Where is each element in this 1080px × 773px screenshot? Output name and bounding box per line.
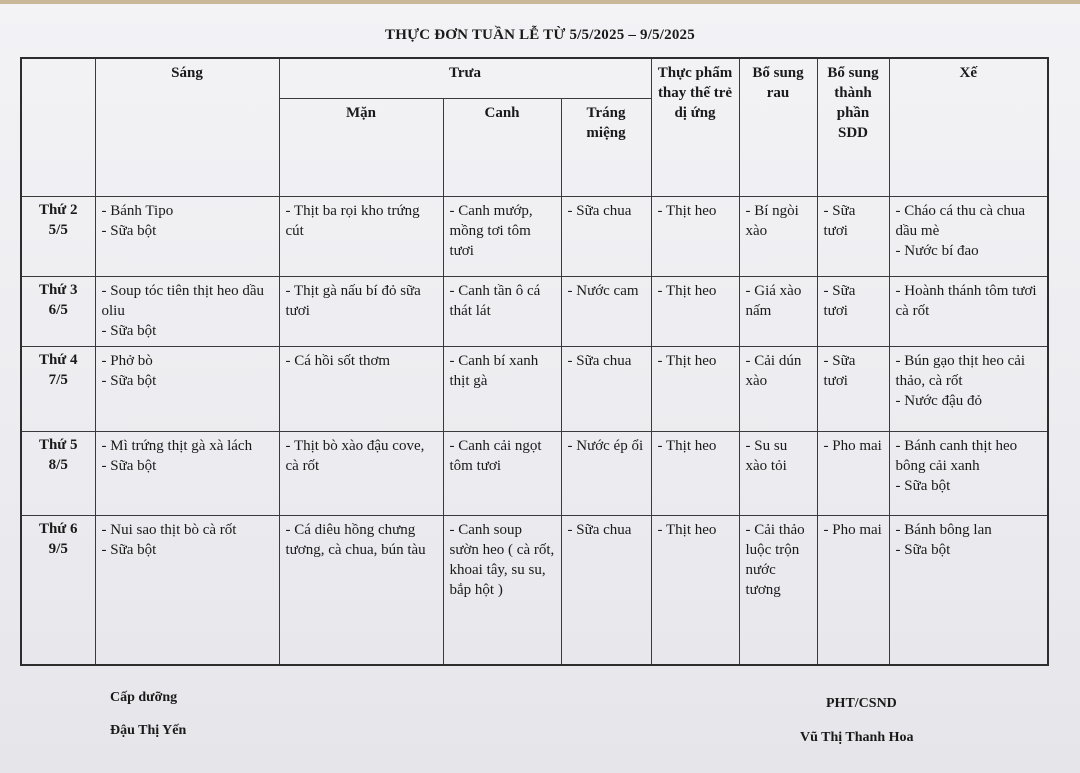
menu-item: - Cháo cá thu cà chua dầu mè [895,202,1026,239]
cell-sang [95,196,279,276]
cell-day [21,277,95,347]
header-bo-sung-rau: Bổ sung rau [739,58,817,196]
menu-item: - Sữa tươi [823,202,856,239]
menu-item: - Giá xào nấm [745,283,802,320]
day-name: Thứ 4 [38,352,78,369]
cell-canh [443,515,561,665]
menu-item: - Sữa bột [101,457,157,474]
menu-item: - Nước ép ổi [567,437,644,454]
menu-item: - Mì trứng thịt gà xà lách [101,437,253,454]
cell-sdd [817,196,889,276]
cell-sdd [817,347,889,431]
menu-item: - Phở bò [101,353,153,370]
menu-item: - Sữa tươi [823,283,856,320]
cell-sang [95,515,279,665]
document-title: THỰC ĐƠN TUẦN LỄ TỪ 5/5/2025 – 9/5/2025 [385,27,695,43]
menu-item: - Bánh canh thịt heo bông cải xanh [895,437,1018,474]
cell-rau [739,431,817,515]
menu-item: - Su su xào tỏi [745,437,788,474]
cell-day [21,196,95,276]
cell-rau [739,196,817,276]
cell-sdd [817,515,889,665]
cell-canh [443,196,561,276]
day-date: 8/5 [48,456,68,473]
cell-rau [739,347,817,431]
cell-sdd [817,431,889,515]
cell-thuc-pham [651,196,739,276]
cell-canh [443,347,561,431]
menu-item: - Sữa bột [895,541,951,558]
menu-item: - Canh bí xanh thịt gà [449,353,539,390]
day-date: 6/5 [48,302,68,319]
cell-thuc-pham [651,277,739,347]
menu-item: - Sữa bột [101,373,157,390]
menu-item: - Sữa tươi [823,353,856,390]
cell-man [279,515,443,665]
day-name: Thứ 5 [38,436,78,453]
cell-sdd [817,277,889,347]
cell-man [279,347,443,431]
menu-item: - Thịt heo [657,521,717,538]
cell-xe [889,431,1048,515]
menu-item: - Thịt bò xào đậu cove, cà rốt [285,437,425,474]
header-day [21,58,95,196]
header-man: Mặn [279,98,443,196]
menu-item: - Nước đậu đỏ [895,393,982,410]
menu-item: - Sữa chua [567,202,632,219]
header-thuc-pham: Thực phẩm thay thế trẻ dị ứng [651,58,739,196]
menu-item: - Nước bí đao [895,242,979,259]
cell-sang [95,431,279,515]
header-trang-mieng: Tráng miệng [561,98,651,196]
menu-item: - Sữa bột [101,323,157,340]
header-trua: Trưa [279,58,651,98]
menu-item: - Canh soup sườn heo ( cà rốt, khoai tây, su su, bắp hột ) [449,521,555,598]
cell-rau [739,277,817,347]
menu-item: - Pho mai [823,437,882,454]
menu-item: - Cá diêu hồng chưng tương, cà chua, bún tàu [285,521,426,558]
menu-item: - Sữa bột [895,477,951,494]
menu-item: - Thịt heo [657,437,717,454]
cell-xe [889,196,1048,276]
day-date: 7/5 [48,372,68,389]
table-row [21,515,1048,665]
cell-trang-mieng [561,431,651,515]
table-row [21,347,1048,431]
menu-item: - Thịt ba rọi kho trứng cút [285,202,420,239]
menu-item: - Bánh Tipo [101,202,174,219]
menu-item: - Canh mướp, mồng tơi tôm tươi [449,202,533,259]
header-row [21,58,1048,98]
cell-rau [739,515,817,665]
footer-left-name: Đậu Thị Yến [110,723,187,738]
cell-xe [889,347,1048,431]
table-row [21,431,1048,515]
menu-item: - Cá hồi sốt thơm [285,353,391,370]
header-sang: Sáng [95,58,279,196]
weekly-menu-table [20,57,1049,666]
cell-day [21,515,95,665]
cell-trang-mieng [561,515,651,665]
cell-xe [889,515,1048,665]
header-xe: Xế [889,58,1048,196]
cell-canh [443,431,561,515]
day-date: 9/5 [48,540,68,557]
day-name: Thứ 2 [38,201,78,218]
cell-thuc-pham [651,515,739,665]
menu-item: - Bún gạo thịt heo cải thảo, cà rốt [895,353,1026,390]
menu-item: - Hoành thánh tôm tươi cà rốt [895,283,1037,320]
menu-item: - Thịt heo [657,283,717,300]
menu-item: - Pho mai [823,521,882,538]
day-name: Thứ 3 [38,282,78,299]
menu-item: - Canh cải ngọt tôm tươi [449,437,542,474]
cell-xe [889,277,1048,347]
footer-left-title: Cấp dưỡng [110,690,178,705]
menu-item: - Sữa bột [101,541,157,558]
cell-man [279,431,443,515]
menu-item: - Thịt gà nấu bí đỏ sữa tươi [285,283,421,320]
cell-day [21,347,95,431]
header-canh: Canh [443,98,561,196]
cell-man [279,277,443,347]
footer-right-name: Vũ Thị Thanh Hoa [800,730,914,745]
menu-item: - Cải dún xào [745,353,802,390]
cell-sang [95,347,279,431]
cell-canh [443,277,561,347]
header-bo-sung-sdd: Bổ sung thành phần SDD [817,58,889,196]
menu-item: - Nui sao thịt bò cà rốt [101,521,237,538]
menu-item: - Thịt heo [657,202,717,219]
cell-sang [95,277,279,347]
menu-item: - Nước cam [567,283,639,300]
cell-thuc-pham [651,431,739,515]
table-row [21,277,1048,347]
table-row [21,196,1048,276]
menu-item: - Bánh bông lan [895,521,992,538]
day-date: 5/5 [48,221,68,238]
cell-trang-mieng [561,196,651,276]
menu-item: - Soup tóc tiên thịt heo dầu oliu [101,283,264,320]
menu-item: - Cải thảo luộc trộn nước tương [745,521,805,598]
menu-item: - Sữa chua [567,353,632,370]
menu-item: - Bí ngòi xào [745,202,799,239]
menu-item: - Thịt heo [657,353,717,370]
cell-man [279,196,443,276]
menu-item: - Sữa bột [101,222,157,239]
day-name: Thứ 6 [38,520,78,537]
cell-trang-mieng [561,277,651,347]
cell-thuc-pham [651,347,739,431]
menu-item: - Canh tần ô cá thát lát [449,283,541,320]
cell-trang-mieng [561,347,651,431]
footer-right-title: PHT/CSND [826,696,897,711]
menu-item: - Sữa chua [567,521,632,538]
cell-day [21,431,95,515]
